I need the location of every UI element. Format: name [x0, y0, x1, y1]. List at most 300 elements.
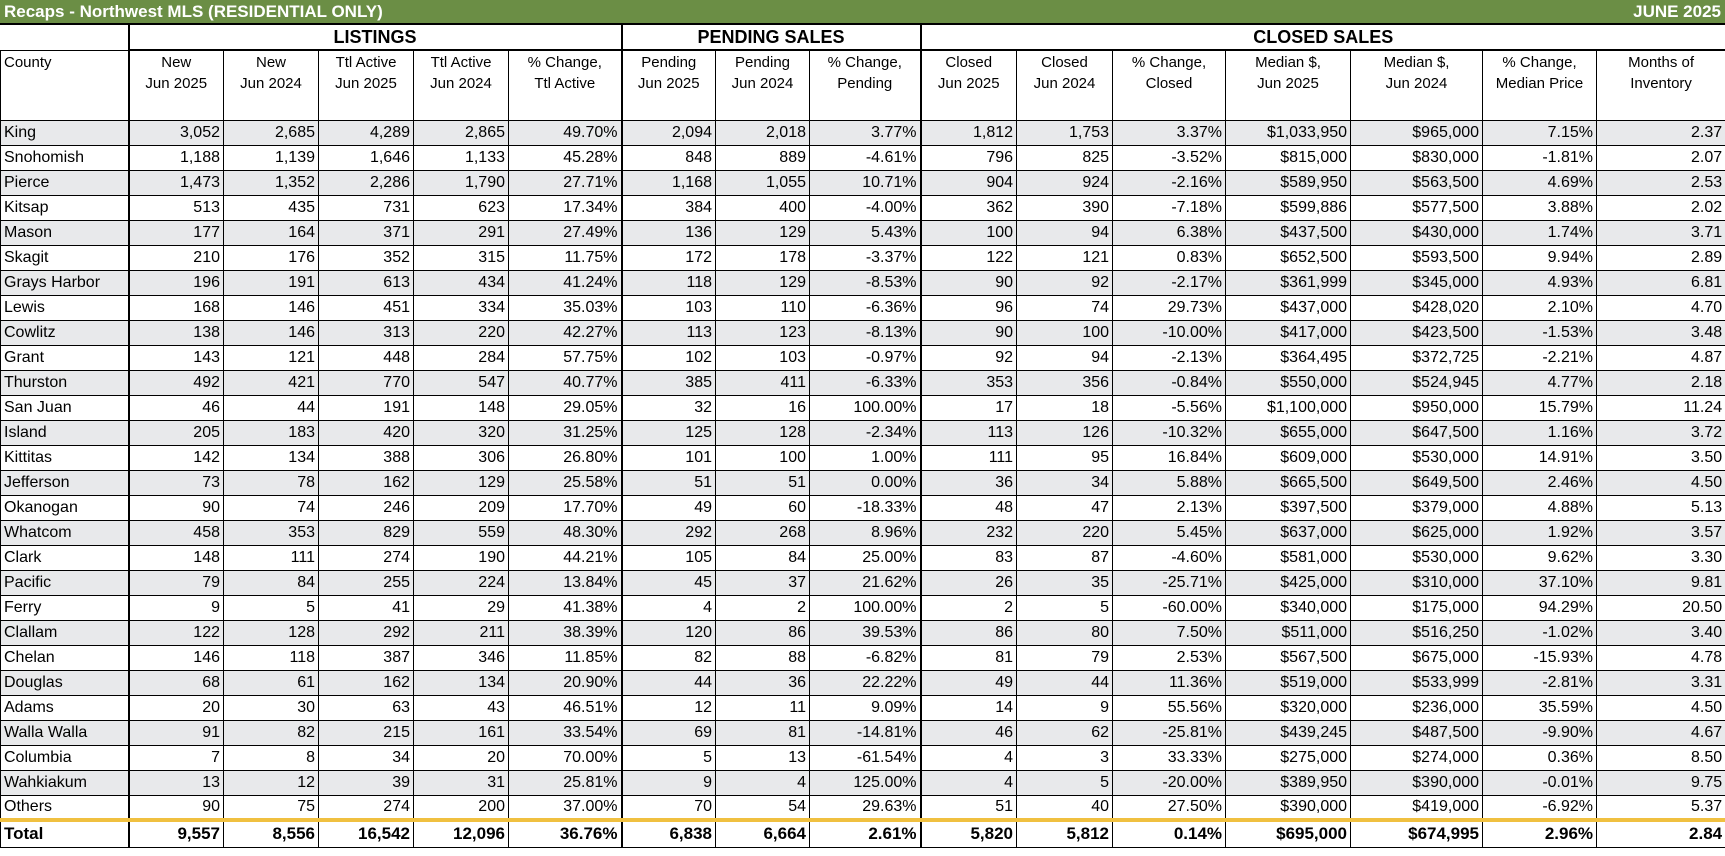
value-cell: -9.90%: [1483, 720, 1597, 745]
value-cell: -6.82%: [810, 645, 921, 670]
column-header: % Change, Ttl Active: [509, 50, 622, 120]
group-listings: LISTINGS: [129, 25, 622, 50]
value-cell: 125.00%: [810, 770, 921, 795]
value-cell: -1.53%: [1483, 320, 1597, 345]
value-cell: 924: [1017, 170, 1113, 195]
value-cell: 190: [414, 545, 509, 570]
value-cell: 8: [224, 745, 319, 770]
county-cell: Cowlitz: [1, 320, 129, 345]
value-cell: 35: [1017, 570, 1113, 595]
value-cell: 47: [1017, 495, 1113, 520]
table-row: [1, 795, 1725, 820]
table-row: [1, 470, 1725, 495]
value-cell: 90: [921, 320, 1017, 345]
value-cell: 451: [319, 295, 414, 320]
value-cell: 100: [1017, 320, 1113, 345]
value-cell: 246: [319, 495, 414, 520]
value-cell: 44: [1017, 670, 1113, 695]
county-cell: King: [1, 120, 129, 145]
value-cell: 9.94%: [1483, 245, 1597, 270]
county-cell: San Juan: [1, 395, 129, 420]
value-cell: $236,000: [1351, 695, 1483, 720]
value-cell: 2.53: [1597, 170, 1725, 195]
value-cell: -3.37%: [810, 245, 921, 270]
value-cell: 3: [1017, 745, 1113, 770]
value-cell: 829: [319, 520, 414, 545]
value-cell: 2.10%: [1483, 295, 1597, 320]
value-cell: 220: [1017, 520, 1113, 545]
value-cell: -4.00%: [810, 195, 921, 220]
value-cell: 69: [622, 720, 716, 745]
value-cell: 7: [129, 745, 224, 770]
value-cell: 210: [129, 245, 224, 270]
value-cell: 129: [414, 470, 509, 495]
value-cell: 20: [129, 695, 224, 720]
value-cell: 22.22%: [810, 670, 921, 695]
value-cell: -1.81%: [1483, 145, 1597, 170]
value-cell: 0.36%: [1483, 745, 1597, 770]
value-cell: 41: [319, 595, 414, 620]
value-cell: 25.00%: [810, 545, 921, 570]
column-header: Ttl Active Jun 2024: [414, 50, 509, 120]
column-header-row: [1, 50, 1725, 120]
value-cell: 1.16%: [1483, 420, 1597, 445]
value-cell: 45.28%: [509, 145, 622, 170]
table-row: [1, 220, 1725, 245]
value-cell: 334: [414, 295, 509, 320]
value-cell: $550,000: [1226, 370, 1351, 395]
value-cell: 400: [716, 195, 810, 220]
value-cell: 90: [921, 270, 1017, 295]
value-cell: $675,000: [1351, 645, 1483, 670]
value-cell: 46: [129, 395, 224, 420]
value-cell: 31.25%: [509, 420, 622, 445]
value-cell: 387: [319, 645, 414, 670]
value-cell: 2.37: [1597, 120, 1725, 145]
value-cell: 2.07: [1597, 145, 1725, 170]
value-cell: 20.50: [1597, 595, 1725, 620]
value-cell: 3.77%: [810, 120, 921, 145]
value-cell: 848: [622, 145, 716, 170]
value-cell: 84: [224, 570, 319, 595]
total-cell: 16,542: [319, 820, 414, 847]
value-cell: 623: [414, 195, 509, 220]
value-cell: 75: [224, 795, 319, 820]
value-cell: $637,000: [1226, 520, 1351, 545]
value-cell: $950,000: [1351, 395, 1483, 420]
value-cell: $530,000: [1351, 445, 1483, 470]
value-cell: 4.93%: [1483, 270, 1597, 295]
value-cell: 162: [319, 670, 414, 695]
value-cell: 176: [224, 245, 319, 270]
value-cell: $965,000: [1351, 120, 1483, 145]
value-cell: $577,500: [1351, 195, 1483, 220]
value-cell: 88: [716, 645, 810, 670]
value-cell: 0.83%: [1113, 245, 1226, 270]
value-cell: 94: [1017, 345, 1113, 370]
value-cell: 385: [622, 370, 716, 395]
county-cell: Columbia: [1, 745, 129, 770]
value-cell: 346: [414, 645, 509, 670]
table-row: [1, 745, 1725, 770]
value-cell: 2.89: [1597, 245, 1725, 270]
value-cell: 11.24: [1597, 395, 1725, 420]
value-cell: $599,886: [1226, 195, 1351, 220]
value-cell: 125: [622, 420, 716, 445]
column-header: New Jun 2024: [224, 50, 319, 120]
value-cell: 15.79%: [1483, 395, 1597, 420]
table-row: [1, 570, 1725, 595]
value-cell: 148: [414, 395, 509, 420]
value-cell: -2.17%: [1113, 270, 1226, 295]
value-cell: 121: [224, 345, 319, 370]
value-cell: 284: [414, 345, 509, 370]
value-cell: 48.30%: [509, 520, 622, 545]
value-cell: 45: [622, 570, 716, 595]
value-cell: 320: [414, 420, 509, 445]
total-row: [1, 820, 1725, 847]
value-cell: 32: [622, 395, 716, 420]
value-cell: -0.97%: [810, 345, 921, 370]
value-cell: 55.56%: [1113, 695, 1226, 720]
value-cell: 105: [622, 545, 716, 570]
value-cell: 74: [224, 495, 319, 520]
total-cell: 36.76%: [509, 820, 622, 847]
value-cell: -2.13%: [1113, 345, 1226, 370]
value-cell: $340,000: [1226, 595, 1351, 620]
value-cell: $361,999: [1226, 270, 1351, 295]
value-cell: -3.52%: [1113, 145, 1226, 170]
value-cell: 101: [622, 445, 716, 470]
value-cell: 91: [129, 720, 224, 745]
total-cell: 2.84: [1597, 820, 1725, 847]
table-row: [1, 595, 1725, 620]
value-cell: 27.71%: [509, 170, 622, 195]
value-cell: 434: [414, 270, 509, 295]
county-cell: Pierce: [1, 170, 129, 195]
value-cell: 547: [414, 370, 509, 395]
value-cell: -25.71%: [1113, 570, 1226, 595]
table-row: [1, 495, 1725, 520]
value-cell: $430,000: [1351, 220, 1483, 245]
county-cell: Snohomish: [1, 145, 129, 170]
value-cell: 40: [1017, 795, 1113, 820]
value-cell: 17.34%: [509, 195, 622, 220]
value-cell: 2.02: [1597, 195, 1725, 220]
value-cell: 38.39%: [509, 620, 622, 645]
value-cell: 110: [716, 295, 810, 320]
value-cell: -4.61%: [810, 145, 921, 170]
value-cell: 3.37%: [1113, 120, 1226, 145]
value-cell: 362: [921, 195, 1017, 220]
value-cell: 148: [129, 545, 224, 570]
value-cell: 3.48: [1597, 320, 1725, 345]
value-cell: $175,000: [1351, 595, 1483, 620]
value-cell: 63: [319, 695, 414, 720]
value-cell: 17: [921, 395, 1017, 420]
value-cell: 1,473: [129, 170, 224, 195]
value-cell: 134: [414, 670, 509, 695]
report-title: Recaps - Northwest MLS (RESIDENTIAL ONLY): [4, 1, 383, 21]
value-cell: 1,168: [622, 170, 716, 195]
table-row: [1, 170, 1725, 195]
value-cell: 41.38%: [509, 595, 622, 620]
value-cell: 51: [921, 795, 1017, 820]
value-cell: 143: [129, 345, 224, 370]
column-header: Pending Jun 2025: [622, 50, 716, 120]
value-cell: 1.74%: [1483, 220, 1597, 245]
value-cell: 111: [224, 545, 319, 570]
county-cell: Lewis: [1, 295, 129, 320]
column-header: Pending Jun 2024: [716, 50, 810, 120]
value-cell: 39: [319, 770, 414, 795]
value-cell: $652,500: [1226, 245, 1351, 270]
value-cell: 40.77%: [509, 370, 622, 395]
value-cell: -2.21%: [1483, 345, 1597, 370]
value-cell: 421: [224, 370, 319, 395]
value-cell: 49: [921, 670, 1017, 695]
value-cell: 94: [1017, 220, 1113, 245]
value-cell: 3.57: [1597, 520, 1725, 545]
value-cell: 5: [1017, 595, 1113, 620]
value-cell: 96: [921, 295, 1017, 320]
value-cell: 34: [1017, 470, 1113, 495]
total-cell: 12,096: [414, 820, 509, 847]
total-cell: 8,556: [224, 820, 319, 847]
value-cell: 435: [224, 195, 319, 220]
table-row: [1, 370, 1725, 395]
value-cell: 142: [129, 445, 224, 470]
value-cell: 164: [224, 220, 319, 245]
value-cell: 825: [1017, 145, 1113, 170]
value-cell: 3.72: [1597, 420, 1725, 445]
value-cell: 8.96%: [810, 520, 921, 545]
value-cell: 79: [1017, 645, 1113, 670]
total-cell: 2.61%: [810, 820, 921, 847]
value-cell: 11.85%: [509, 645, 622, 670]
county-cell: Chelan: [1, 645, 129, 670]
column-header: Median $, Jun 2025: [1226, 50, 1351, 120]
value-cell: 168: [129, 295, 224, 320]
value-cell: 123: [716, 320, 810, 345]
column-header: County: [1, 50, 129, 120]
report-month: JUNE 2025: [1633, 1, 1721, 21]
value-cell: 1,133: [414, 145, 509, 170]
value-cell: 0.00%: [810, 470, 921, 495]
value-cell: 4.50: [1597, 695, 1725, 720]
county-cell: Grant: [1, 345, 129, 370]
value-cell: -10.00%: [1113, 320, 1226, 345]
table-row: [1, 770, 1725, 795]
value-cell: -6.92%: [1483, 795, 1597, 820]
value-cell: 84: [716, 545, 810, 570]
value-cell: 37.10%: [1483, 570, 1597, 595]
value-cell: 1.00%: [810, 445, 921, 470]
value-cell: 7.15%: [1483, 120, 1597, 145]
value-cell: 34: [319, 745, 414, 770]
value-cell: 191: [224, 270, 319, 295]
value-cell: 44.21%: [509, 545, 622, 570]
county-cell: Thurston: [1, 370, 129, 395]
table-row: [1, 320, 1725, 345]
total-cell: $695,000: [1226, 820, 1351, 847]
total-label: Total: [1, 820, 129, 847]
value-cell: 274: [319, 795, 414, 820]
value-cell: 1.92%: [1483, 520, 1597, 545]
county-cell: Okanogan: [1, 495, 129, 520]
value-cell: 49: [622, 495, 716, 520]
value-cell: 1,352: [224, 170, 319, 195]
value-cell: 5: [622, 745, 716, 770]
value-cell: 146: [224, 320, 319, 345]
value-cell: 61: [224, 670, 319, 695]
value-cell: $530,000: [1351, 545, 1483, 570]
value-cell: $589,950: [1226, 170, 1351, 195]
county-cell: Others: [1, 795, 129, 820]
table-row: [1, 445, 1725, 470]
value-cell: 11.36%: [1113, 670, 1226, 695]
county-cell: Jefferson: [1, 470, 129, 495]
value-cell: 29: [414, 595, 509, 620]
group-pending-sales: PENDING SALES: [622, 25, 921, 50]
value-cell: 4.88%: [1483, 495, 1597, 520]
value-cell: 103: [716, 345, 810, 370]
value-cell: 70: [622, 795, 716, 820]
value-cell: $647,500: [1351, 420, 1483, 445]
value-cell: $389,950: [1226, 770, 1351, 795]
value-cell: 209: [414, 495, 509, 520]
value-cell: 17.70%: [509, 495, 622, 520]
value-cell: 11.75%: [509, 245, 622, 270]
value-cell: 2: [716, 595, 810, 620]
column-header: % Change, Closed: [1113, 50, 1226, 120]
total-cell: 6,664: [716, 820, 810, 847]
value-cell: 100: [716, 445, 810, 470]
table-row: [1, 395, 1725, 420]
value-cell: -14.81%: [810, 720, 921, 745]
value-cell: 29.73%: [1113, 295, 1226, 320]
value-cell: 11: [716, 695, 810, 720]
value-cell: $379,000: [1351, 495, 1483, 520]
value-cell: 306: [414, 445, 509, 470]
county-cell: Douglas: [1, 670, 129, 695]
value-cell: 4.78: [1597, 645, 1725, 670]
value-cell: $511,000: [1226, 620, 1351, 645]
value-cell: 2,286: [319, 170, 414, 195]
value-cell: 14: [921, 695, 1017, 720]
value-cell: -25.81%: [1113, 720, 1226, 745]
value-cell: 1,753: [1017, 120, 1113, 145]
table-row: [1, 720, 1725, 745]
value-cell: 39.53%: [810, 620, 921, 645]
value-cell: 215: [319, 720, 414, 745]
value-cell: 3.88%: [1483, 195, 1597, 220]
value-cell: 356: [1017, 370, 1113, 395]
value-cell: 353: [921, 370, 1017, 395]
value-cell: 5.45%: [1113, 520, 1226, 545]
value-cell: 33.33%: [1113, 745, 1226, 770]
value-cell: -20.00%: [1113, 770, 1226, 795]
column-header: Ttl Active Jun 2025: [319, 50, 414, 120]
value-cell: 313: [319, 320, 414, 345]
value-cell: -61.54%: [810, 745, 921, 770]
value-cell: $625,000: [1351, 520, 1483, 545]
value-cell: 353: [224, 520, 319, 545]
value-cell: 128: [224, 620, 319, 645]
value-cell: 4,289: [319, 120, 414, 145]
value-cell: 26.80%: [509, 445, 622, 470]
value-cell: 73: [129, 470, 224, 495]
table-row: [1, 670, 1725, 695]
value-cell: 16: [716, 395, 810, 420]
value-cell: 92: [1017, 270, 1113, 295]
value-cell: $310,000: [1351, 570, 1483, 595]
table-row: [1, 420, 1725, 445]
value-cell: 122: [921, 245, 1017, 270]
value-cell: -7.18%: [1113, 195, 1226, 220]
value-cell: -6.36%: [810, 295, 921, 320]
value-cell: 82: [224, 720, 319, 745]
county-cell: Pacific: [1, 570, 129, 595]
value-cell: $524,945: [1351, 370, 1483, 395]
value-cell: $437,000: [1226, 295, 1351, 320]
value-cell: $439,245: [1226, 720, 1351, 745]
value-cell: 4.70: [1597, 295, 1725, 320]
column-header: % Change, Median Price: [1483, 50, 1597, 120]
total-cell: 5,812: [1017, 820, 1113, 847]
county-cell: Clallam: [1, 620, 129, 645]
county-cell: Kitsap: [1, 195, 129, 220]
value-cell: 10.71%: [810, 170, 921, 195]
value-cell: 27.49%: [509, 220, 622, 245]
value-cell: 14.91%: [1483, 445, 1597, 470]
value-cell: 25.58%: [509, 470, 622, 495]
total-cell: 0.14%: [1113, 820, 1226, 847]
value-cell: -2.81%: [1483, 670, 1597, 695]
value-cell: 191: [319, 395, 414, 420]
value-cell: 16.84%: [1113, 445, 1226, 470]
value-cell: 1,812: [921, 120, 1017, 145]
value-cell: -60.00%: [1113, 595, 1226, 620]
value-cell: 21.62%: [810, 570, 921, 595]
value-cell: 4.69%: [1483, 170, 1597, 195]
value-cell: 904: [921, 170, 1017, 195]
value-cell: 80: [1017, 620, 1113, 645]
value-cell: $1,033,950: [1226, 120, 1351, 145]
value-cell: 161: [414, 720, 509, 745]
value-cell: 36: [921, 470, 1017, 495]
value-cell: $425,000: [1226, 570, 1351, 595]
value-cell: 315: [414, 245, 509, 270]
group-closed-sales: CLOSED SALES: [921, 25, 1725, 50]
value-cell: 205: [129, 420, 224, 445]
value-cell: 13.84%: [509, 570, 622, 595]
value-cell: 458: [129, 520, 224, 545]
value-cell: -15.93%: [1483, 645, 1597, 670]
value-cell: 5.88%: [1113, 470, 1226, 495]
value-cell: $581,000: [1226, 545, 1351, 570]
value-cell: 162: [319, 470, 414, 495]
value-cell: $830,000: [1351, 145, 1483, 170]
value-cell: 384: [622, 195, 716, 220]
value-cell: 44: [224, 395, 319, 420]
table-row: [1, 520, 1725, 545]
value-cell: 420: [319, 420, 414, 445]
value-cell: 8.50: [1597, 745, 1725, 770]
value-cell: -0.01%: [1483, 770, 1597, 795]
table-row: [1, 245, 1725, 270]
value-cell: 37.00%: [509, 795, 622, 820]
